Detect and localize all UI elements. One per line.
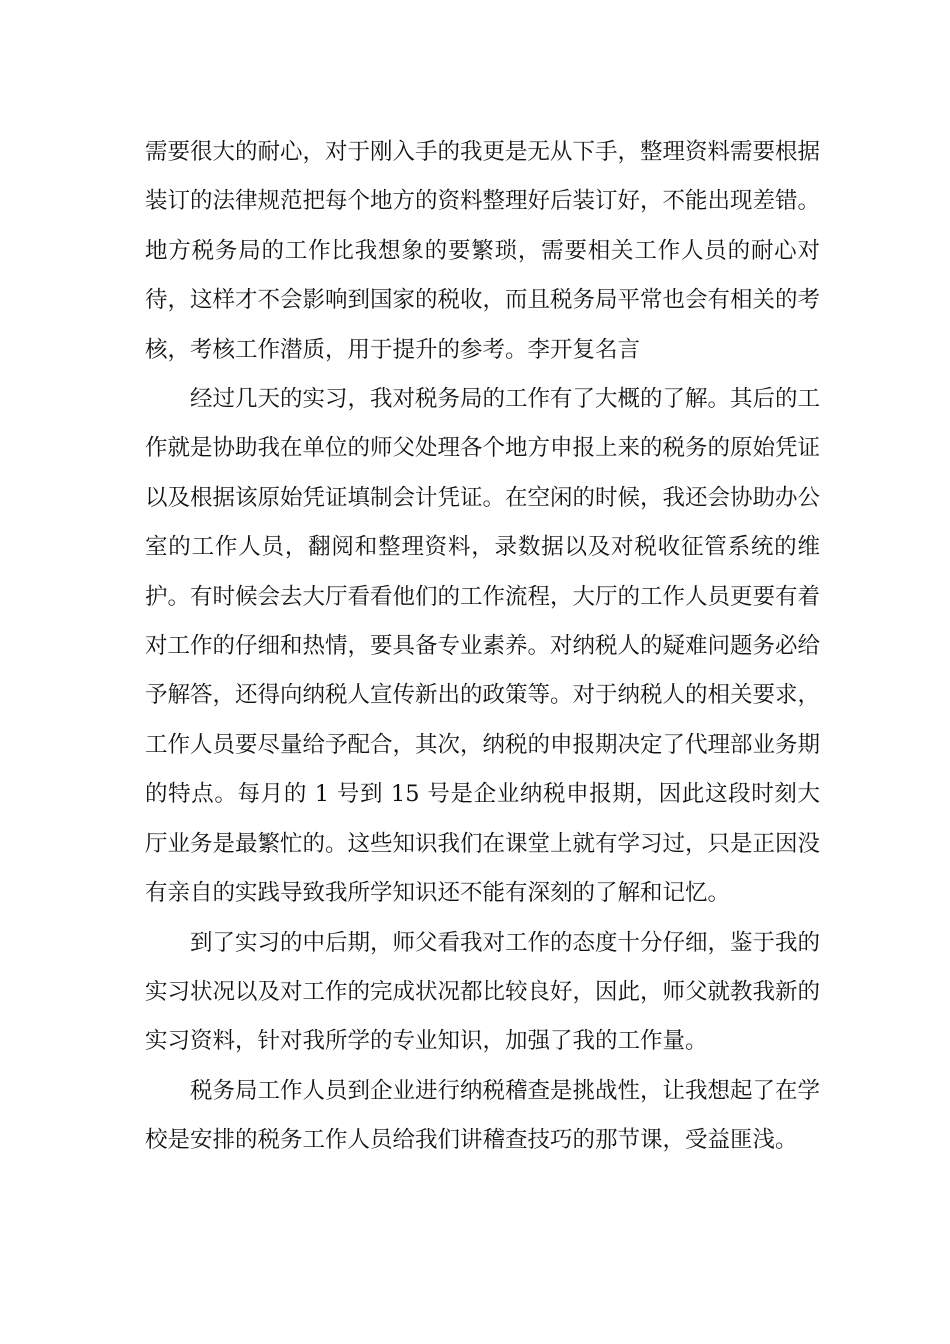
paragraph-internship-duties: 经过几天的实习，我对税务局的工作有了大概的了解。其后的工作就是协助我在单位的师父处理各个地方申报上来的税务的原始凭证以及根据该原始凭证填制会计凭证。在空闲的时候，我还会协助办公室的工作人员，翻阅和整理资料，录数据以及对税收征管系统的维护。有时候会去大厅看看他们的工作流程，大厅的工作人员更要有着对工作的仔细和热情，要具备专业素养。对纳税人的疑难问题务必给予解答，还得向纳税人宣传新出的政策等。对于纳税人的相关要求，工作人员要尽量给予配合，其次，纳税的申报期决定了代理部业务期的特点。每月的 1 号到 15 号是企业纳税申报期，因此这段时刻大厅业务是最繁忙的。这些知识我们在课堂上就有学习过，只是正因没有亲自的实践导致我所学知识还不能有深刻的了解和记忆。	[145, 386, 821, 907]
paragraph-continuation: 需要很大的耐心，对于刚入手的我更是无从下手，整理资料需要根据装订的法律规范把每个地方的资料整理好后装订好，不能出现差错。地方税务局的工作比我想象的要繁琐，需要相关工作人员的耐心对待，这样才不会影响到国家的税收，而且税务局平常也会有相关的考核，考核工作潜质，用于提升的参考。李开复名言	[145, 139, 821, 363]
paragraph-mid-internship: 到了实习的中后期，师父看我对工作的态度十分仔细，鉴于我的实习状况以及对工作的完成状况都比较良好，因此，师父就教我新的实习资料，针对我所学的专业知识，加强了我的工作量。	[145, 929, 821, 1055]
document-body	[145, 128, 820, 1166]
paragraph-tax-audit: 税务局工作人员到企业进行纳税稽查是挑战性，让我想起了在学校是安排的税务工作人员给我们讲稽查技巧的那节课，受益匪浅。	[145, 1077, 821, 1154]
